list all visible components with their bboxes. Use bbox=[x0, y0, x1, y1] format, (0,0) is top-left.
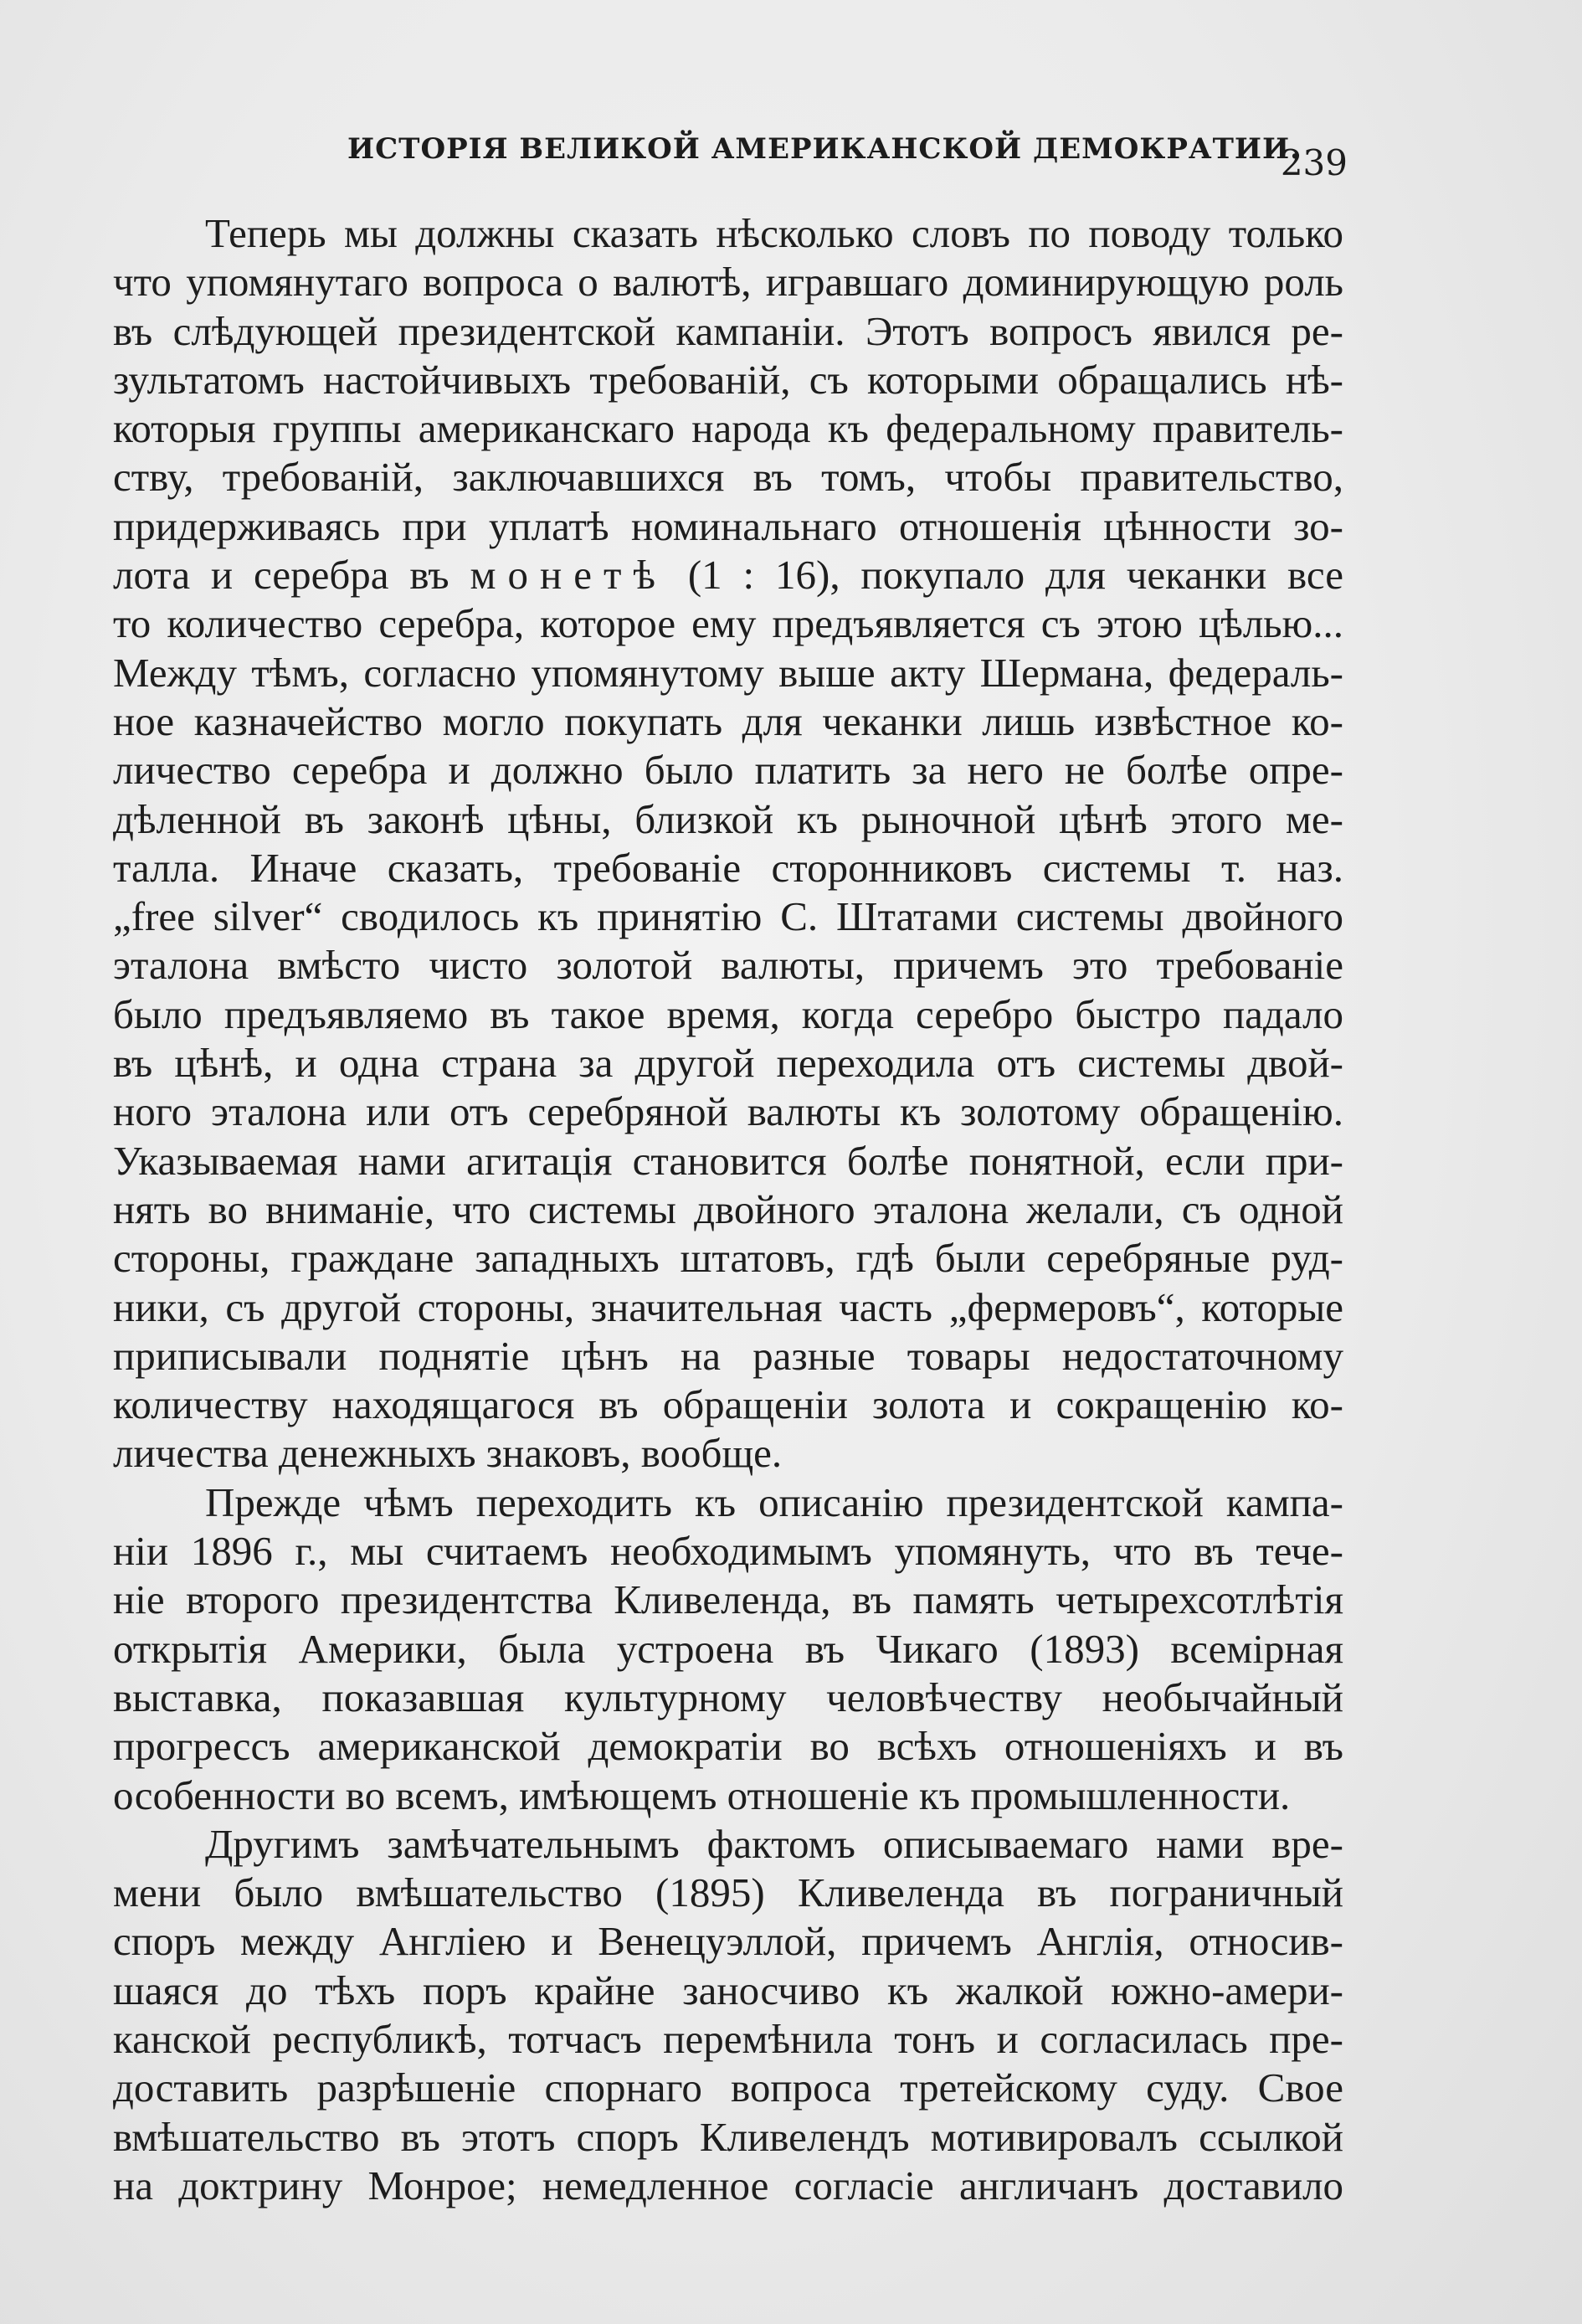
text-line: ству, требованій, заключавшихся въ томъ, чтобы правительство, bbox=[113, 454, 1343, 501]
text-line: дѣленной въ законѣ цѣны, близкой къ рыночной цѣнѣ этого ме- bbox=[113, 795, 1343, 842]
body-text bbox=[113, 209, 1343, 2210]
emphasized-word: монетѣ bbox=[470, 552, 667, 599]
text-line: ники, съ другой стороны, значительная часть „фермеровъ“, которые bbox=[113, 1283, 1343, 1330]
text-line: количеству находящагося въ обращеніи золота и сокращенію ко- bbox=[113, 1381, 1343, 1428]
text-line: эталона вмѣсто чисто золотой валюты, причемъ это требованіе bbox=[113, 942, 1343, 989]
text-line: прогрессъ американской демократіи во всѣхъ отношеніяхъ и въ bbox=[113, 1723, 1343, 1770]
page-number: 239 bbox=[1280, 142, 1348, 183]
text-line: на доктрину Монрое; немедленное согласіе англичанъ доставило bbox=[113, 2162, 1343, 2208]
text-line: придерживаясь при уплатѣ номинальнаго отношенія цѣнности зо- bbox=[113, 502, 1343, 549]
text-line: шаяся до тѣхъ поръ крайне заносчиво къ жалкой южно-амери- bbox=[113, 1967, 1343, 2013]
text-line: мени было вмѣшательство (1895) Кливеленда въ пограничный bbox=[113, 1869, 1343, 1916]
text-line: ное казначейство могло покупать для чеканки лишь извѣстное ко- bbox=[113, 697, 1343, 744]
text-line: „free silver“ сводилось къ принятію С. Штатами системы двойного bbox=[113, 893, 1343, 940]
text-line: выставка, показавшая культурному человѣчеству необычайный bbox=[113, 1674, 1343, 1720]
text-line: личества денежныхъ знаковъ, вообще. bbox=[113, 1430, 783, 1477]
text-line: Между тѣмъ, согласно упомянутому выше акту Шермана, федераль- bbox=[113, 649, 1343, 696]
text-line: споръ между Англіею и Венецуэллой, причемъ Англія, относив- bbox=[113, 1918, 1343, 1965]
text-line: Указываемая нами агитація становится болѣе понятной, если при- bbox=[113, 1137, 1343, 1184]
text-line: Прежде чѣмъ переходить къ описанію президентской кампа- bbox=[205, 1478, 1343, 1525]
text-line: канской республикѣ, тотчасъ перемѣнила тонъ и согласилась пре- bbox=[113, 2015, 1343, 2062]
text-line: ніи 1896 г., мы считаемъ необходимымъ упомянуть, что въ тече- bbox=[113, 1528, 1343, 1575]
text-line: что упомянутаго вопроса о валютѣ, игравшаго доминирующую роль bbox=[113, 259, 1343, 306]
text-line: въ слѣдующей президентской кампаніи. Этотъ вопросъ явился ре- bbox=[113, 307, 1343, 354]
text-line: вмѣшательство въ этотъ споръ Кливелендъ мотивировалъ ссылкой bbox=[113, 2113, 1343, 2160]
text-line: которыя группы американскаго народа къ федеральному правитель- bbox=[113, 405, 1343, 452]
running-title: ИСТОРІЯ ВЕЛИКОЙ АМЕРИКАНСКОЙ ДЕМОКРАТИИ. bbox=[347, 132, 1301, 166]
text-line: приписывали поднятіе цѣнъ на разные товары недостаточному bbox=[113, 1332, 1343, 1379]
text-line: въ цѣнѣ, и одна страна за другой переходила отъ системы двой- bbox=[113, 1040, 1343, 1087]
text-segment: лота и серебра въ bbox=[113, 552, 449, 599]
text-line: нять во вниманіе, что системы двойного эталона желали, съ одной bbox=[113, 1185, 1343, 1232]
page-header bbox=[347, 124, 1348, 191]
text-line: Другимъ замѣчательнымъ фактомъ описываемаго нами вре- bbox=[205, 1820, 1343, 1867]
text-line bbox=[113, 551, 1343, 599]
text-line: Теперь мы должны сказать нѣсколько словъ по поводу только bbox=[205, 210, 1343, 256]
text-line: ніе второго президентства Кливеленда, въ память четырехсотлѣтія bbox=[113, 1576, 1343, 1623]
text-line: личество серебра и должно было платить за него не болѣе опре- bbox=[113, 747, 1343, 794]
text-line: ного эталона или отъ серебряной валюты къ золотому обращенію. bbox=[113, 1088, 1343, 1135]
text-line: открытія Америки, была устроена въ Чикаго (1893) всемірная bbox=[113, 1625, 1343, 1672]
text-line: талла. Иначе сказать, требованіе сторонниковъ системы т. наз. bbox=[113, 844, 1343, 891]
text-line: особенности во всемъ, имѣющемъ отношеніе къ промышленности. bbox=[113, 1771, 1291, 1818]
text-line: доставить разрѣшеніе спорнаго вопроса третейскому суду. Свое bbox=[113, 2064, 1343, 2111]
text-line: стороны, граждане западныхъ штатовъ, гдѣ были серебряные руд- bbox=[113, 1235, 1343, 1282]
text-line: то количество серебра, которое ему предъявляется съ этою цѣлью... bbox=[113, 600, 1343, 647]
text-line: зультатомъ настойчивыхъ требованій, съ которыми обращались нѣ- bbox=[113, 356, 1343, 403]
text-segment: (1 : 16), покупало для чеканки все bbox=[687, 552, 1343, 599]
text-line: было предъявляемо въ такое время, когда серебро быстро падало bbox=[113, 990, 1343, 1037]
